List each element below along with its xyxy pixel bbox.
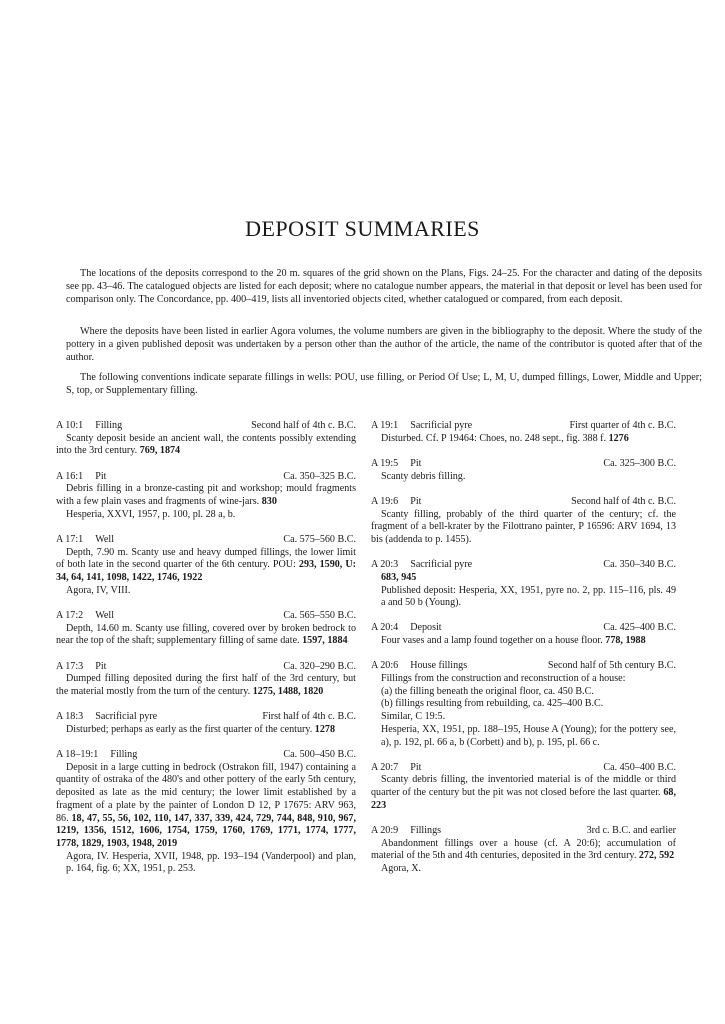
deposit-text: Abandonment fillings over a house (cf. A 20:6); accumulation of material of the 5th and 4th centuries, deposited in the 3rd century.	[371, 837, 676, 862]
deposit-entry	[56, 534, 356, 598]
catalogue-numbers: 769, 1874	[139, 445, 181, 457]
deposit-text: Dumped filling deposited during the first half of the 3rd century, but the material mostly from the turn of the century.	[56, 673, 356, 697]
deposit-type: Pit	[95, 660, 107, 672]
deposit-entry	[56, 749, 356, 876]
deposit-date: Ca. 425–400 B.C.	[603, 622, 676, 634]
deposit-header	[56, 534, 356, 547]
deposit-date: 3rd c. B.C. and earlier	[586, 825, 676, 837]
catalogue-numbers: 778, 1988	[605, 635, 646, 647]
deposit-type: Well	[95, 533, 115, 545]
deposit-type: Pit	[410, 761, 422, 773]
deposit-text: Scanty filling, probably of the third quarter of the century; cf. the fragment of a bell-krater by the Filottrano painter, P 16596: ARV 1694, 13 bis (addenda to p. 1455).	[371, 508, 676, 545]
deposit-date: Second half of 4th c. B.C.	[251, 420, 356, 431]
deposit-entry	[371, 660, 676, 749]
deposit-type: Pit	[410, 457, 422, 469]
catalogue-numbers: 1597, 1884	[302, 635, 348, 647]
catalogue-numbers: 68, 223	[371, 787, 676, 811]
catalogue-numbers: 683, 945	[381, 571, 417, 583]
catalogue-numbers: 1275, 1488, 1820	[252, 685, 324, 697]
deposit-id-group	[371, 496, 421, 509]
deposit-id: A 17:1	[56, 533, 84, 545]
intro-paragraph-2: Where the deposits have been listed in earlier Agora volumes, the volume numbers are given in the bibliography to the deposit. Where the study of the pottery in a given published deposit was undertaken by a person other than the author of the article, the name of the contributor is quoted after that of the author.	[66, 326, 702, 363]
deposit-id: A 20:7	[371, 761, 399, 773]
deposit-type: Well	[95, 609, 115, 621]
deposit-header	[371, 622, 676, 635]
catalogue-numbers: 18, 47, 55, 56, 102, 110, 147, 337, 339, 424, 729, 744, 848, 910, 967, 1219, 1356, 1512, 1606, 1754, 1759, 1760, 1769, 1771, 1774, 1777, 1778, 1829, 1903, 1948, 2019	[56, 812, 357, 849]
deposit-header	[371, 559, 676, 572]
deposit-note: Agora, IV. Hesperia, XVII, 1948, pp. 193–194 (Vanderpool) and plan, p. 164, fig. 6; XX, 1951, p. 253.	[66, 850, 356, 875]
deposit-id-group	[56, 534, 114, 547]
deposit-text: Depth, 14.60 m. Scanty use filling, covered over by broken bedrock to near the top of the shaft; supplementary filling of same date.	[56, 622, 356, 647]
deposit-date: Ca. 450–400 B.C.	[603, 761, 676, 773]
deposit-description	[371, 509, 676, 547]
deposit-text: Four vases and a lamp found together on a house floor.	[381, 635, 606, 647]
deposit-type: Pit	[95, 470, 107, 482]
deposit-date: Ca. 350–340 B.C.	[603, 559, 676, 571]
deposit-description	[371, 635, 676, 648]
deposit-description	[371, 572, 676, 585]
right-column	[371, 420, 676, 888]
deposit-id-group	[56, 661, 106, 674]
deposit-date: Ca. 320–290 B.C.	[283, 660, 356, 672]
deposit-type: Deposit	[410, 622, 442, 634]
deposit-type: Sacrificial pyre	[95, 711, 158, 723]
deposit-description	[56, 483, 356, 508]
deposit-date: Second half of 4th c. B.C.	[571, 495, 676, 507]
deposit-date: First half of 4th c. B.C.	[262, 711, 356, 723]
deposit-text: Debris filling in a bronze-casting pit and workshop; mould fragments with a few plain vases and fragments of wine-jars.	[56, 483, 356, 508]
left-column	[56, 420, 356, 889]
deposit-entry	[371, 825, 676, 876]
deposit-text: Deposit in a large cutting in bedrock (Ostrakon fill, 1947) containing a quantity of ostraka of the 480's and other pottery of the early 5th century, deposited as late as the mid century; the lower limit established by a fragment of a plate by the painter of London D 12, P 17675: ARV 963, 86.	[56, 761, 356, 824]
deposit-type: Filling	[110, 749, 138, 761]
deposit-header	[56, 661, 356, 674]
deposit-id: A 19:5	[371, 457, 399, 469]
deposit-text: Fillings from the construction and reconstruction of a house:	[381, 673, 626, 685]
deposit-header	[56, 471, 356, 484]
catalogue-numbers: 293, 1590, U: 34, 64, 141, 1098, 1422, 1746, 1922	[56, 559, 357, 584]
deposit-note: Published deposit: Hesperia, XX, 1951, pyre no. 2, pp. 115–116, pls. 49 a and 50 b (Young).	[381, 584, 676, 609]
deposit-entry	[371, 458, 676, 483]
deposit-header	[56, 610, 356, 623]
deposit-id: A 17:2	[56, 609, 84, 621]
deposit-entry	[371, 622, 676, 647]
deposit-note: Similar, C 19:5.	[381, 711, 446, 723]
deposit-description	[56, 623, 356, 648]
deposit-text: Scanty debris filling.	[381, 470, 466, 482]
deposit-entry	[56, 471, 356, 522]
catalogue-numbers: 1276	[608, 432, 629, 444]
page-title: DEPOSIT SUMMARIES	[245, 216, 480, 241]
deposit-entry	[56, 420, 356, 458]
deposit-header	[56, 420, 356, 433]
deposit-description	[371, 774, 676, 812]
deposit-header	[371, 458, 676, 471]
deposit-id-group	[371, 559, 472, 572]
deposit-id: A 10:1	[56, 420, 84, 431]
deposit-description	[371, 673, 676, 686]
deposit-entry	[371, 559, 676, 610]
deposit-text: Disturbed; perhaps as early as the first quarter of the century.	[66, 723, 315, 735]
deposit-entry	[371, 762, 676, 813]
deposit-date: Ca. 575–560 B.C.	[283, 533, 356, 545]
intro-paragraph-3: The following conventions indicate separate fillings in wells: POU, use filling, or Period Of Use; L, M, U, dumped fillings, Lower, Middle and Upper; S, top, or Supplementary filling.	[66, 372, 702, 396]
deposit-id-group	[56, 711, 157, 724]
catalogue-numbers: 272, 592	[638, 850, 675, 862]
deposit-text: Disturbed. Cf. P 19464: Choes, no. 248 sept., fig. 388 f.	[381, 432, 609, 444]
deposit-id: A 16:1	[56, 470, 84, 482]
deposit-id-group	[371, 458, 421, 471]
deposit-date: Ca. 350–325 B.C.	[283, 470, 356, 482]
deposit-description	[371, 838, 676, 863]
deposit-entry	[56, 711, 356, 736]
deposit-id-group	[56, 471, 106, 484]
catalogue-numbers: 830	[261, 496, 277, 508]
deposit-id: A 20:9	[371, 825, 399, 837]
deposit-text: Scanty debris filling, the inventoried material is of the middle or third quarter of the century but the pit was not closed before the last quarter.	[371, 774, 676, 799]
deposit-type: Sacrificial pyre	[410, 420, 473, 431]
deposit-type: House fillings	[410, 660, 468, 672]
deposit-description	[56, 547, 356, 585]
deposit-id: A 20:3	[371, 559, 399, 571]
deposit-description	[56, 762, 356, 851]
deposit-id: A 19:1	[371, 420, 399, 431]
deposit-entry	[371, 420, 676, 445]
deposit-date: Ca. 565–550 B.C.	[283, 609, 356, 621]
deposit-note: Hesperia, XX, 1951, pp. 188–195, House A (Young); for the pottery see, a), p. 192, pl. 66 a, b (Corbett) and b), p. 195, pl. 66 c.	[381, 723, 676, 748]
deposit-type: Sacrificial pyre	[410, 559, 473, 571]
deposit-type: Fillings	[410, 825, 442, 837]
catalogue-numbers: 1278	[314, 723, 335, 735]
deposit-id: A 20:6	[371, 660, 399, 672]
deposit-id-group	[371, 762, 421, 775]
deposit-text: Depth, 7.90 m. Scanty use and heavy dumped fillings, the lower limit of both late in the second quarter of the 6th century. POU:	[56, 546, 356, 571]
deposit-id-group	[371, 420, 472, 433]
deposit-note: Agora, IV, VIII.	[66, 584, 131, 596]
deposit-id-group	[371, 825, 441, 838]
deposit-date: Ca. 500–450 B.C.	[283, 749, 356, 761]
deposit-description	[56, 724, 356, 737]
deposit-id-group	[371, 660, 467, 673]
deposit-description	[56, 673, 356, 698]
deposit-id: A 17:3	[56, 660, 84, 672]
deposit-id: A 19:6	[371, 495, 399, 507]
intro-paragraph-1: The locations of the deposits correspond to the 20 m. squares of the grid shown on the Plans, Figs. 24–25. For the character and dating of the deposits see pp. 43–46. The catalogued objects are listed for each deposit; where no catalogue number appears, the material in that deposit or level has been used for comparison only. The Concordance, pp. 400–419, lists all inventoried objects cited, whether catalogued or compared, from each deposit.	[66, 268, 702, 305]
deposit-id: A 20:4	[371, 622, 399, 634]
deposit-header	[371, 496, 676, 509]
deposit-id: A 18–19:1	[56, 749, 99, 761]
deposit-id-group	[371, 622, 442, 635]
deposit-header	[56, 749, 356, 762]
deposit-type: Pit	[410, 495, 422, 507]
deposit-date: First quarter of 4th c. B.C.	[569, 420, 676, 431]
deposit-description	[371, 433, 676, 446]
deposit-date: Ca. 325–300 B.C.	[603, 457, 676, 469]
deposit-text: Scanty deposit beside an ancient wall, the contents possibly extending into the 3rd century.	[56, 432, 356, 457]
deposit-entry	[371, 496, 676, 547]
deposit-note: (a) the filling beneath the original floor, ca. 450 B.C.	[381, 685, 594, 697]
deposit-entry	[56, 610, 356, 648]
deposit-header	[56, 711, 356, 724]
deposit-header	[371, 660, 676, 673]
deposit-note: (b) fillings resulting from rebuilding, ca. 425–400 B.C.	[381, 698, 604, 710]
deposit-type: Filling	[95, 420, 123, 431]
deposit-description	[371, 471, 676, 484]
deposit-note: Hesperia, XXVI, 1957, p. 100, pl. 28 a, b.	[66, 508, 236, 520]
deposit-note: Agora, X.	[381, 863, 422, 875]
deposit-header	[371, 420, 676, 433]
deposit-id-group	[56, 610, 114, 623]
deposit-description	[56, 433, 356, 458]
deposit-id-group	[56, 749, 137, 762]
deposit-id: A 18:3	[56, 711, 84, 723]
deposit-entry	[56, 661, 356, 699]
deposit-date: Second half of 5th century B.C.	[547, 660, 676, 672]
deposit-header	[371, 825, 676, 838]
deposit-header	[371, 762, 676, 775]
deposit-id-group	[56, 420, 122, 433]
